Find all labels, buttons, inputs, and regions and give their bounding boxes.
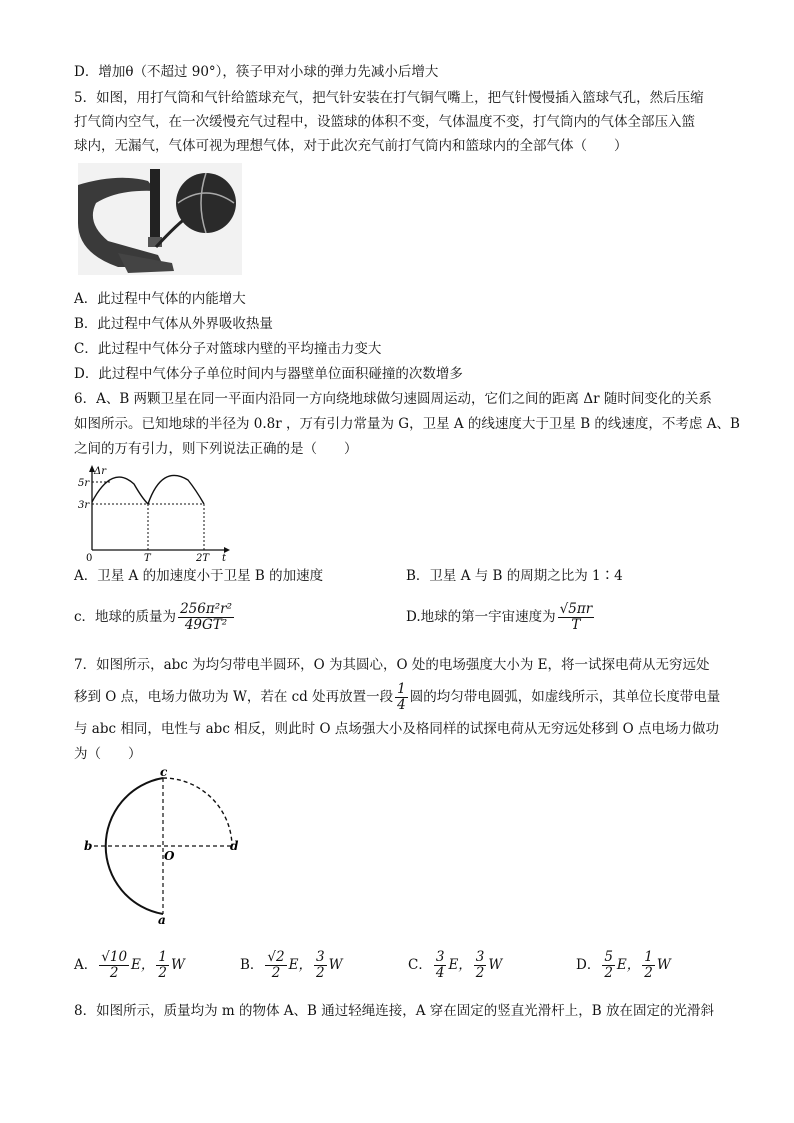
point-o: O [164, 849, 175, 863]
graph-tick-0: 0 [86, 553, 93, 562]
q6-option-b: B．卫星 A 与 B 的周期之比为 1∶4 [406, 568, 623, 584]
point-d: d [230, 839, 239, 853]
q5-stem-line-1: 5．如图，用打气筒和气针给篮球充气，把气针安装在打气铜气嘴上，把气针慢慢插入篮球气孔，然后压缩 [74, 90, 704, 106]
q5-option-d: D．此过程中气体分子单位时间内与器壁单位面积碰撞的次数增多 [74, 366, 463, 382]
graph-ylabel: Δr [94, 466, 107, 477]
q4-option-d: D．增加θ（不超过 90°），筷子甲对小球的弹力先减小后增大 [74, 64, 439, 80]
q8-stem-line-1: 8．如图所示，质量均为 m 的物体 A、B 通过轻绳连接，A 穿在固定的竖直光滑杆上，B 放在固定的光滑斜 [74, 1003, 714, 1019]
q5-stem-line-3: 球内，无漏气，气体可视为理想气体，对于此次充气前打气筒内和篮球内的全部气体（ ） [74, 138, 628, 154]
basketball-pump-photo [78, 163, 242, 275]
q5-stem-line-2: 打气筒内空气，在一次缓慢充气过程中，设篮球的体积不变，气体温度不变，打气筒内的气体全部压入篮 [74, 114, 695, 130]
q7-stem-line-3: 与 abc 相同，电性与 abc 相反，则此时 O 点场强大小及格同样的试探电荷从无穷远处移到 O 点电场力做功 [74, 721, 719, 737]
q7-option-b: B． $\frac{√2}{2}$ E， $\frac{3}{2}$ W [240, 949, 343, 981]
q7-stem-line-4: 为（ ） [74, 746, 142, 762]
q7-option-d: D． $\frac{5}{2}$ E， $\frac{1}{2}$ W [576, 949, 671, 981]
graph-tick-5r: 5r [78, 478, 90, 489]
q7-option-a: A． $\frac{√10}{2}$ E， $\frac{1}{2}$ W [74, 949, 185, 981]
q6-option-a: A．卫星 A 的加速度小于卫星 B 的加速度 [74, 568, 324, 584]
q5-option-b: B．此过程中气体从外界吸收热量 [74, 316, 273, 332]
q7-stem-line-2: 移到 O 点，电场力做功为 W，若在 cd 处再放置一段 $\frac{1}{4}$ 圆的均匀带电圆弧，如虚线所示，其单位长度带电量 [74, 681, 721, 713]
q6-option-c: c．地球的质量为 $\frac{\text{256π²r²}}{\text{49GT²}}$ [74, 601, 232, 633]
graph-tick-T: T [144, 553, 151, 562]
charged-ring-diagram [80, 766, 255, 926]
graph-tick-2T: 2T [196, 553, 210, 562]
point-c: c [160, 766, 168, 779]
distance-time-graph [72, 462, 232, 562]
q7-stem-line-1: 7．如图所示，abc 为均匀带电半圆环，O 为其圆心，O 处的电场强度大小为 E，将一试探电荷从无穷远处 [74, 657, 710, 673]
q5-option-c: C．此过程中气体分子对篮球内壁的平均撞击力变大 [74, 341, 382, 357]
q5-option-a: A．此过程中气体的内能增大 [74, 291, 246, 307]
point-b: b [84, 839, 93, 853]
q6-stem-line-1: 6．A、B 两颗卫星在同一平面内沿同一方向绕地球做匀速圆周运动，它们之间的距离 Δr 随时间变化的关系 [74, 391, 712, 407]
q6-stem-line-3: 之间的万有引力，则下列说法正确的是（ ） [74, 441, 358, 457]
graph-tick-3r: 3r [78, 500, 90, 511]
q7-option-c: C． $\frac{3}{4}$ E， $\frac{3}{2}$ W [408, 949, 503, 981]
q6-option-d: D.地球的第一宇宙速度为 $\frac{√5\pi r}{T}$ [406, 601, 593, 633]
graph-xlabel: t [222, 553, 227, 562]
q6-stem-line-2: 如图所示。已知地球的半径为 0.8r ，万有引力常量为 G，卫星 A 的线速度大于卫星 B 的线速度，不考虑 A、B [74, 416, 740, 432]
point-a: a [158, 913, 166, 926]
